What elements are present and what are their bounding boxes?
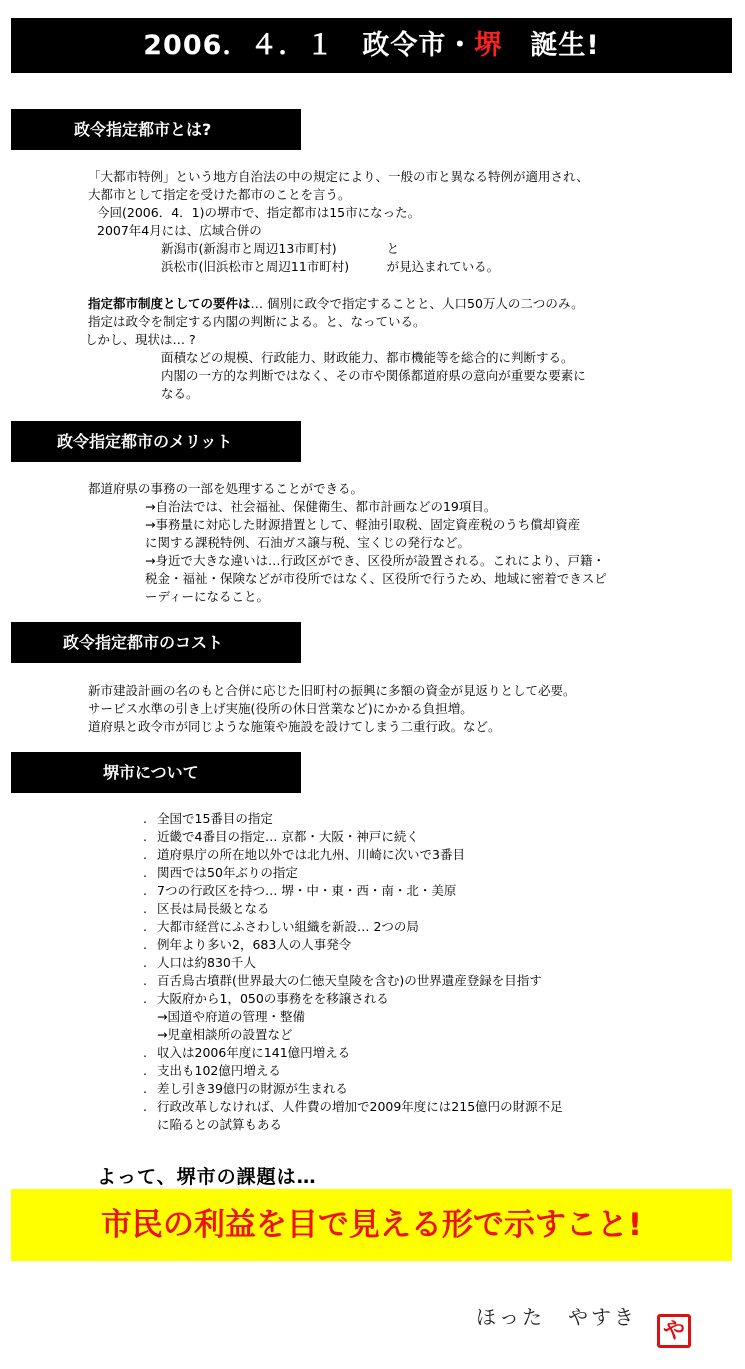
text-line: 指定は政令を制定する内閣の判断による。と、なっている。 <box>88 314 426 329</box>
bullet-marker: . <box>143 973 147 988</box>
text-line: しかし、現状は… ? <box>85 332 196 347</box>
list-item-text: 行政改革しなければ、人件費の増加で2009年度には215億円の財源不足 <box>157 1099 563 1114</box>
text-line: 新市建設計画の名のもと合併に応じた旧町村の振興に多額の資金が見返りとして必要。 <box>88 683 576 698</box>
text-line: 道府県と政令市が同じような施策や施設を設けてしまう二重行政。など。 <box>88 719 501 734</box>
text-line: 「大都市特例」という地方自治法の中の規定により、一般の市と異なる特例が適用され、 <box>88 169 589 184</box>
text-line: 面積などの規模、行政能力、財政能力、都市機能等を総合的に判断する。 <box>161 350 574 365</box>
text-line: →身近で大きな違いは…行政区ができ、区役所が設置される。これにより、戸籍・ <box>145 553 605 568</box>
sakai-finance-list <box>143 1044 563 1116</box>
section-title-merits: 政令指定都市のメリット <box>11 421 301 462</box>
list-item-text: 例年より多い2，683人の人事発令 <box>157 937 352 952</box>
list-item-text: 差し引き39億円の財源が生まれる <box>157 1081 348 1096</box>
list-item-text: 百舌鳥古墳群(世界最大の仁徳天皇陵を含む)の世界遺産登録を目指す <box>157 973 542 988</box>
list-item-text: 収入は2006年度に141億円増える <box>157 1045 351 1060</box>
bullet-marker: . <box>143 865 147 880</box>
text-line: サービス水準の引き上げ実施(役所の休日営業など)にかかる負担増。 <box>88 701 473 716</box>
text-line: 新潟市(新潟市と周辺13市町村) と <box>161 241 400 256</box>
bullet-marker: . <box>143 829 147 844</box>
banner-pre: 2006．４．１ 政令市・ <box>143 30 475 61</box>
bullet-marker: . <box>143 1081 147 1096</box>
section-body-definition <box>88 168 589 276</box>
list-item-text: 人口は約830千人 <box>157 955 256 970</box>
bullet-marker: . <box>143 937 147 952</box>
bullet-marker: . <box>143 883 147 898</box>
requirement-rest: … 個別に政令で指定することと、人口50万人の二つのみ。 <box>250 296 584 311</box>
section-title-sakai: 堺市について <box>11 752 301 793</box>
banner-highlight: 堺 <box>474 30 503 61</box>
list-sub-item: →児童相談所の設置など <box>157 1027 293 1042</box>
list-item <box>143 1062 563 1080</box>
list-item-text: 区長は局長級となる <box>157 901 270 916</box>
text-line: 都道府県の事務の一部を処理することができる。 <box>88 481 364 496</box>
list-item <box>143 954 563 972</box>
text-line: →自治法では、社会福祉、保健衛生、都市計画などの19項目。 <box>145 499 497 514</box>
bullet-marker: . <box>143 1063 147 1078</box>
section-body-costs <box>88 682 576 736</box>
list-sub-item: →国道や府道の管理・整備 <box>157 1009 305 1024</box>
requirement-line <box>88 295 586 313</box>
bullet-marker: . <box>143 955 147 970</box>
list-item-text: 大阪府から1，050の事務をを移譲される <box>157 991 389 1006</box>
text-line: ーディーになること。 <box>145 589 270 604</box>
list-item-text: 近畿で4番目の指定… 京都・大阪・神戸に続く <box>157 829 419 844</box>
section-title-definition: 政令指定都市とは? <box>11 109 301 150</box>
page-banner <box>11 18 732 73</box>
list-item-text: 関西では50年ぶりの指定 <box>157 865 298 880</box>
list-item-text: 7つの行政区を持つ… 堺・中・東・西・南・北・美原 <box>157 883 457 898</box>
conclusion-highlight: 市民の利益を目で見える形で示すこと! <box>11 1189 732 1261</box>
text-line: 税金・福祉・保険などが市役所ではなく、区役所で行うため、地域に密着できスピ <box>145 571 607 586</box>
text-line: 今回(2006．4．1)の堺市で、指定都市は15市になった。 <box>97 205 421 220</box>
list-item-text: 全国で15番目の指定 <box>157 811 273 826</box>
signature-seal: や <box>657 1314 691 1348</box>
bullet-marker: . <box>143 847 147 862</box>
section-body-merits <box>88 480 607 606</box>
list-item <box>143 1080 563 1098</box>
signature-name: ほった やすき <box>476 1305 637 1329</box>
list-item <box>143 990 563 1008</box>
section-title-costs: 政令指定都市のコスト <box>11 622 301 663</box>
list-item-text: 支出も102億円増える <box>157 1063 281 1078</box>
list-item <box>143 918 563 936</box>
bullet-marker: . <box>143 991 147 1006</box>
text-line: 大都市として指定を受けた都市のことを言う。 <box>88 187 351 202</box>
bullet-marker: . <box>143 1045 147 1060</box>
bullet-marker: . <box>143 811 147 826</box>
section-body-requirements <box>85 295 586 403</box>
list-item <box>143 1044 563 1062</box>
list-item <box>143 1098 563 1116</box>
text-line: 浜松市(旧浜松市と周辺11市町村) が見込まれている。 <box>161 259 500 274</box>
list-item-continuation: に陥るとの試算もある <box>157 1117 283 1132</box>
list-item <box>143 846 563 864</box>
bullet-marker: . <box>143 919 147 934</box>
text-line: なる。 <box>161 386 199 401</box>
text-line: に関する課税特例、石油ガス譲与税、宝くじの発行など。 <box>145 535 471 550</box>
list-item-text: 大都市経営にふさわしい組織を新設… 2つの局 <box>157 919 419 934</box>
requirement-bold: 指定都市制度としての要件は <box>88 296 251 311</box>
conclusion-lead: よって、堺市の課題は… <box>97 1166 317 1188</box>
section-body-sakai <box>143 810 563 1134</box>
list-item <box>143 864 563 882</box>
list-item <box>143 900 563 918</box>
bullet-marker: . <box>143 901 147 916</box>
sakai-facts-list <box>143 810 563 1008</box>
text-line: 内閣の一方的な判断ではなく、その市や関係都道府県の意向が重要な要素に <box>161 368 586 383</box>
bullet-marker: . <box>143 1099 147 1114</box>
list-item-text: 道府県庁の所在地以外では北九州、川崎に次いで3番目 <box>157 847 465 862</box>
list-item <box>143 972 563 990</box>
list-item <box>143 936 563 954</box>
banner-post: 誕生! <box>502 30 600 61</box>
list-item <box>143 810 563 828</box>
list-item <box>143 828 563 846</box>
text-line: →事務量に対応した財源措置として、軽油引取税、固定資産税のうち償却資産 <box>145 517 581 532</box>
list-item <box>143 882 563 900</box>
text-line: 2007年4月には、広域合併の <box>97 223 262 238</box>
